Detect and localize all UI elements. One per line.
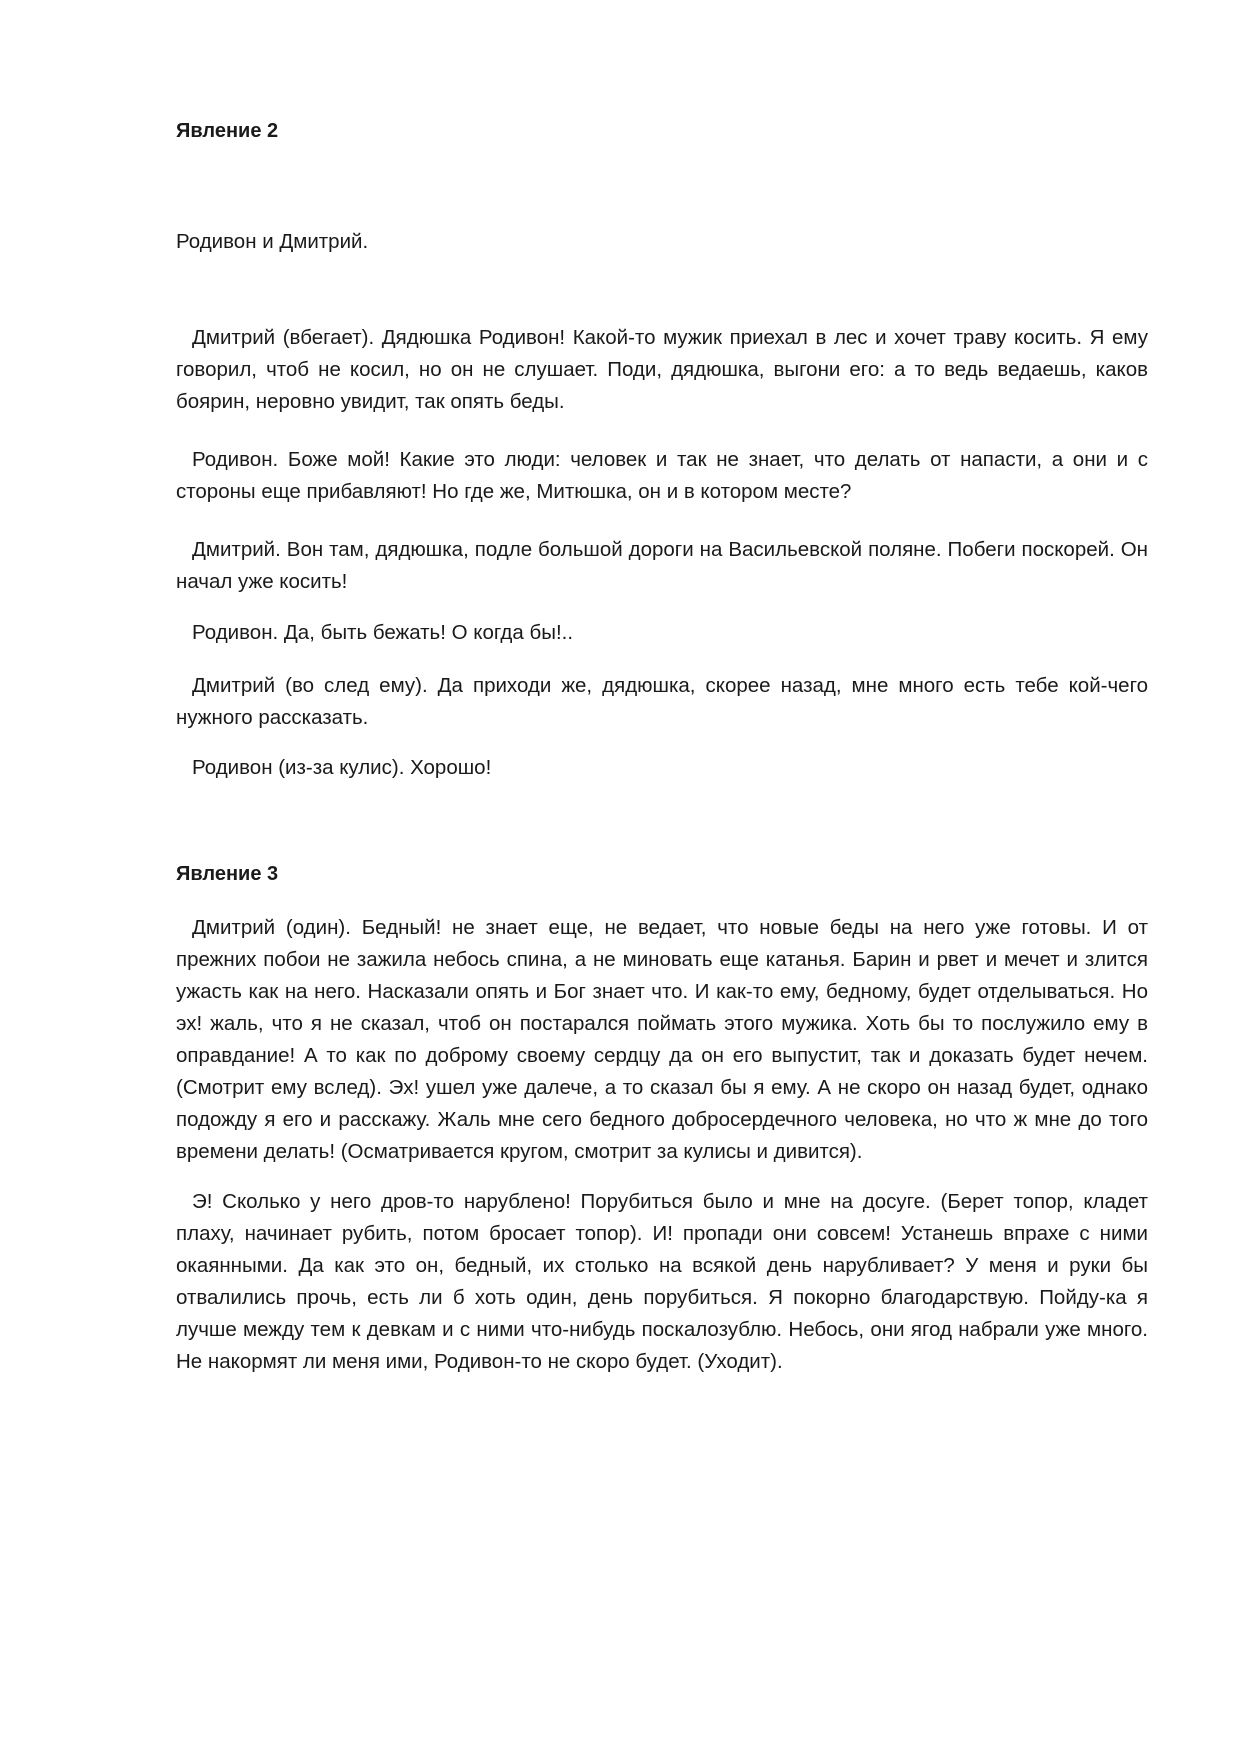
scene-3-line-2: Э! Сколько у него дров-то нарублено! Порубиться было и мне на досуге. (Берет топор, кладет плаху, начинает рубить, потом бросает топор). И! пропади они совсем! Устанешь впрахе с ними окаянными. Да как это он, бедный, их столько на всякой день нарубливает? У меня и руки бы отвалились прочь, есть ли б хоть один, день порубиться. Я покорно благодарствую. Пойду-ка я лучше между тем к девкам и с ними что-нибудь поскалозублю. Небось, они ягод набрали уже много. Не накормят ли меня ими, Родивон-то не скоро будет. (Уходит). [176, 1190, 1148, 1373]
scene-3-heading: Явление 3 [176, 863, 279, 885]
scene-3-line-1: Дмитрий (один). Бедный! не знает еще, не ведает, что новые беды на него уже готовы. И от прежних побои не зажила небось спина, а не миновать еще катанья. Барин и рвет и мечет и злится ужасть как на него. Насказали опять и Бог знает что. И как-то ему, бедному, будет отделываться. Но эх! жаль, что я не сказал, чтоб он постарался поймать этого мужика. Хоть бы то послужило ему в оправдание! А то как по доброму своему сердцу да он его выпустит, так и доказать будет нечем. (Смотрит ему вслед). Эх! ушел уже далече, а то сказал бы я ему. А не скоро он назад будет, однако подожду я его и расскажу. Жаль мне сего бедного добросердечного человека, но что ж мне до того времени делать! (Осматривается кругом, смотрит за кулисы и дивится). [176, 916, 1148, 1163]
scene-2-line-1: Дмитрий (вбегает). Дядюшка Родивон! Какой-то мужик приехал в лес и хочет траву косить. Я ему говорил, чтоб не косил, но он не слушает. Поди, дядюшка, выгони его: а то ведь ведаешь, каков боярин, неровно увидит, так опять беды. [176, 326, 1148, 413]
scene-2-heading: Явление 2 [176, 120, 279, 142]
scene-2-line-3: Дмитрий. Вон там, дядюшка, подле большой дороги на Васильевской поляне. Побеги поскорей. Он начал уже косить! [176, 538, 1148, 593]
scene-2-line-5: Дмитрий (во след ему). Да приходи же, дядюшка, скорее назад, мне много есть тебе кой-чего нужного рассказать. [176, 674, 1148, 729]
scene-2-line-2: Родивон. Боже мой! Какие это люди: человек и так не знает, что делать от напасти, а они и с стороны еще прибавляют! Но где же, Митюшка, он и в котором месте? [176, 448, 1148, 503]
scene-2-line-6: Родивон (из-за кулис). Хорошо! [192, 756, 492, 779]
scene-2-characters: Родивон и Дмитрий. [176, 230, 369, 253]
scene-2-line-4: Родивон. Да, быть бежать! О когда бы!.. [192, 621, 574, 644]
